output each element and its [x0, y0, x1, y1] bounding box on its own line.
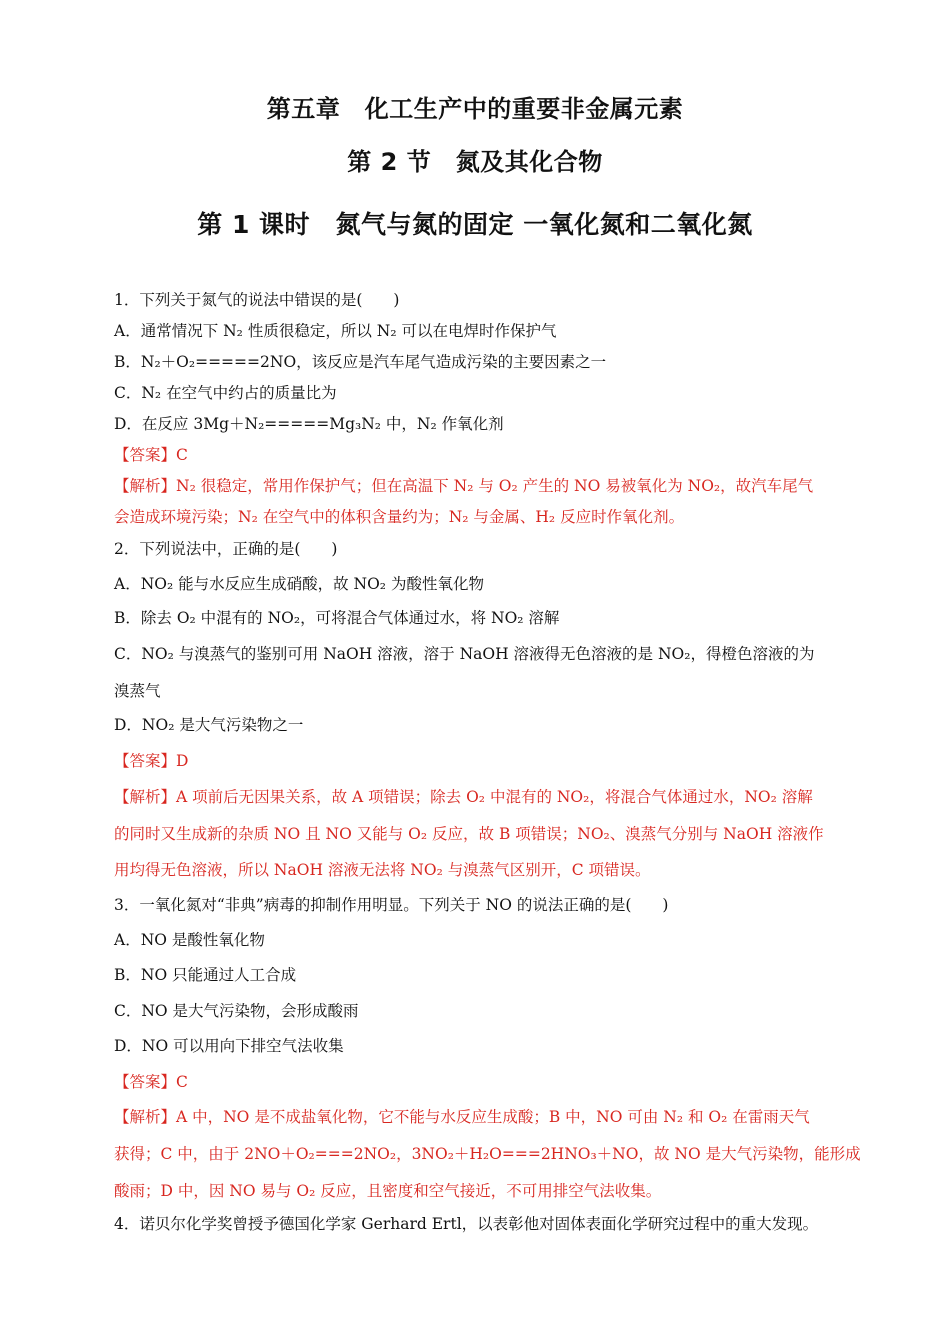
question-3-explanation-line: 获得；C 中，由于 2NO＋O₂===2NO₂，3NO₂＋H₂O===2HNO₃＋NO，故 NO 是大气污染物，能形成 [114, 1145, 861, 1163]
chapter-title: 第五章 化工生产中的重要非金属元素 [266, 95, 684, 123]
question-2-option-c-cont: 溴蒸气 [114, 682, 161, 700]
question-1-answer: 【答案】C [114, 446, 188, 464]
question-2-explanation-line: 的同时又生成新的杂质 NO 且 NO 又能与 O₂ 反应，故 B 项错误；NO₂、溴蒸气分别与 NaOH 溶液作 [114, 825, 824, 843]
question-3-answer: 【答案】C [114, 1073, 188, 1091]
question-3-option-c: C．NO 是大气污染物，会形成酸雨 [114, 1002, 359, 1020]
question-2-stem: 2．下列说法中，正确的是( ) [114, 540, 338, 558]
question-2-option-c: C．NO₂ 与溴蒸气的鉴别可用 NaOH 溶液，溶于 NaOH 溶液得无色溶液的是 NO₂，得橙色溶液的为 [114, 645, 815, 663]
question-1-explanation-line: 【解析】N₂ 很稳定，常用作保护气；但在高温下 N₂ 与 O₂ 产生的 NO 易被氧化为 NO₂，故汽车尾气 [114, 477, 814, 495]
question-2-explanation-line: 用均得无色溶液，所以 NaOH 溶液无法将 NO₂ 与溴蒸气区别开，C 项错误。 [114, 861, 651, 879]
question-1-option-d: D．在反应 3Mg＋N₂=====Mg₃N₂ 中，N₂ 作氧化剂 [114, 415, 504, 433]
question-3-explanation-line: 【解析】A 中，NO 是不成盐氧化物，它不能与水反应生成酸；B 中，NO 可由 N₂ 和 O₂ 在雷雨天气 [114, 1108, 810, 1126]
question-2-option-d: D．NO₂ 是大气污染物之一 [114, 716, 304, 734]
question-3-option-d: D．NO 可以用向下排空气法收集 [114, 1037, 344, 1055]
question-3-option-b: B．NO 只能通过人工合成 [114, 966, 297, 984]
question-1-explanation-line: 会造成环境污染；N₂ 在空气中的体积含量约为；N₂ 与金属、H₂ 反应时作氧化剂。 [114, 508, 685, 526]
question-2-option-b: B．除去 O₂ 中混有的 NO₂，可将混合气体通过水，将 NO₂ 溶解 [114, 609, 560, 627]
section-title: 第 2 节 氮及其化合物 [347, 148, 603, 176]
question-4-stem: 4．诺贝尔化学奖曾授予德国化学家 Gerhard Ertl，以表彰他对固体表面化学研究过程中的重大发现。 [114, 1215, 819, 1233]
question-1-option-c: C．N₂ 在空气中约占的质量比为 [114, 384, 337, 402]
question-2-answer: 【答案】D [114, 752, 189, 770]
question-1-option-b: B．N₂＋O₂=====2NO，该反应是汽车尾气造成污染的主要因素之一 [114, 353, 607, 371]
question-1-stem: 1．下列关于氮气的说法中错误的是( ) [114, 291, 400, 309]
lesson-title: 第 1 课时 氮气与氮的固定 一氧化氮和二氧化氮 [197, 210, 753, 239]
question-3-option-a: A．NO 是酸性氧化物 [114, 931, 265, 949]
question-2-option-a: A．NO₂ 能与水反应生成硝酸，故 NO₂ 为酸性氧化物 [114, 575, 484, 593]
question-2-explanation-line: 【解析】A 项前后无因果关系，故 A 项错误；除去 O₂ 中混有的 NO₂，将混合气体通过水，NO₂ 溶解 [114, 788, 813, 806]
question-1-option-a: A．通常情况下 N₂ 性质很稳定，所以 N₂ 可以在电焊时作保护气 [114, 322, 557, 340]
question-3-explanation-line: 酸雨；D 中，因 NO 易与 O₂ 反应，且密度和空气接近，不可用排空气法收集。 [114, 1182, 662, 1200]
question-3-stem: 3．一氧化氮对“非典”病毒的抑制作用明显。下列关于 NO 的说法正确的是( ) [114, 896, 669, 914]
